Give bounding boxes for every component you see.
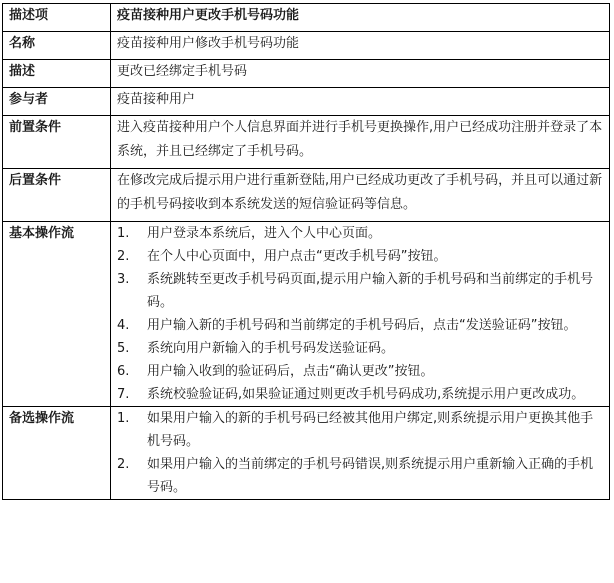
alternate-flow-row	[3, 407, 610, 500]
use-case-table	[2, 3, 610, 500]
step-number: 1.	[117, 226, 130, 241]
basic-flow-step	[117, 245, 603, 268]
precondition-row-value: 进入疫苗接种用户个人信息界面并进行手机号更换操作,用户已经成功注册并登录了本系统，并且已经绑定了手机号码。	[111, 116, 610, 169]
step-number: 3.	[117, 272, 130, 287]
step-text: 在个人中心页面中，用户点击“更改手机号码”按钮。	[147, 249, 447, 264]
postcondition-row-value: 在修改完成后提示用户进行重新登陆,用户已经成功更改了手机号码，并且可以通过新的手机号码接收到本系统发送的短信验证码等信息。	[111, 169, 610, 222]
basic-flow-steps	[117, 222, 603, 406]
step-text: 如果用户输入的新的手机号码已经被其他用户绑定,则系统提示用户更换其他手机号码。	[147, 411, 594, 449]
basic-flow-step	[117, 268, 603, 314]
alternate-flow-row-key: 备选操作流	[3, 407, 111, 500]
title-row-value: 疫苗接种用户更改手机号码功能	[111, 4, 610, 32]
step-text: 用户登录本系统后，进入个人中心页面。	[147, 226, 382, 241]
description-row-value: 更改已经绑定手机号码	[111, 60, 610, 88]
step-text: 系统向用户新输入的手机号码发送验证码。	[147, 341, 395, 356]
basic-flow-row	[3, 222, 610, 407]
title-row	[3, 4, 610, 32]
step-number: 2.	[117, 249, 130, 264]
actor-row	[3, 88, 610, 116]
name-row	[3, 32, 610, 60]
alternate-flow-step	[117, 453, 603, 499]
precondition-row	[3, 116, 610, 169]
basic-flow-step	[117, 337, 603, 360]
title-row-key: 描述项	[3, 4, 111, 32]
basic-flow-step	[117, 222, 603, 245]
postcondition-row	[3, 169, 610, 222]
step-text: 系统跳转至更改手机号码页面,提示用户输入新的手机号码和当前绑定的手机号码。	[147, 272, 594, 310]
basic-flow-step	[117, 314, 603, 337]
precondition-row-key: 前置条件	[3, 116, 111, 169]
description-row	[3, 60, 610, 88]
actor-row-value: 疫苗接种用户	[111, 88, 610, 116]
basic-flow-step	[117, 360, 603, 383]
step-number: 6.	[117, 364, 130, 379]
step-text: 用户输入收到的验证码后，点击“确认更改”按钮。	[147, 364, 434, 379]
step-text: 用户输入新的手机号码和当前绑定的手机号码后，点击“发送验证码”按钮。	[147, 318, 577, 333]
step-number: 7.	[117, 387, 130, 402]
basic-flow-row-key: 基本操作流	[3, 222, 111, 407]
alternate-flow-step	[117, 407, 603, 453]
actor-row-key: 参与者	[3, 88, 111, 116]
name-row-value: 疫苗接种用户修改手机号码功能	[111, 32, 610, 60]
step-number: 5.	[117, 341, 130, 356]
step-text: 如果用户输入的当前绑定的手机号码错误,则系统提示用户重新输入正确的手机号码。	[147, 457, 594, 495]
alternate-flow-row-value	[111, 407, 610, 500]
basic-flow-step	[117, 383, 603, 406]
step-number: 2.	[117, 457, 130, 472]
step-text: 系统校验验证码,如果验证通过则更改手机号码成功,系统提示用户更改成功。	[147, 387, 585, 402]
alternate-flow-steps	[117, 407, 603, 499]
basic-flow-row-value	[111, 222, 610, 407]
description-row-key: 描述	[3, 60, 111, 88]
name-row-key: 名称	[3, 32, 111, 60]
step-number: 1.	[117, 411, 130, 426]
postcondition-row-key: 后置条件	[3, 169, 111, 222]
step-number: 4.	[117, 318, 130, 333]
